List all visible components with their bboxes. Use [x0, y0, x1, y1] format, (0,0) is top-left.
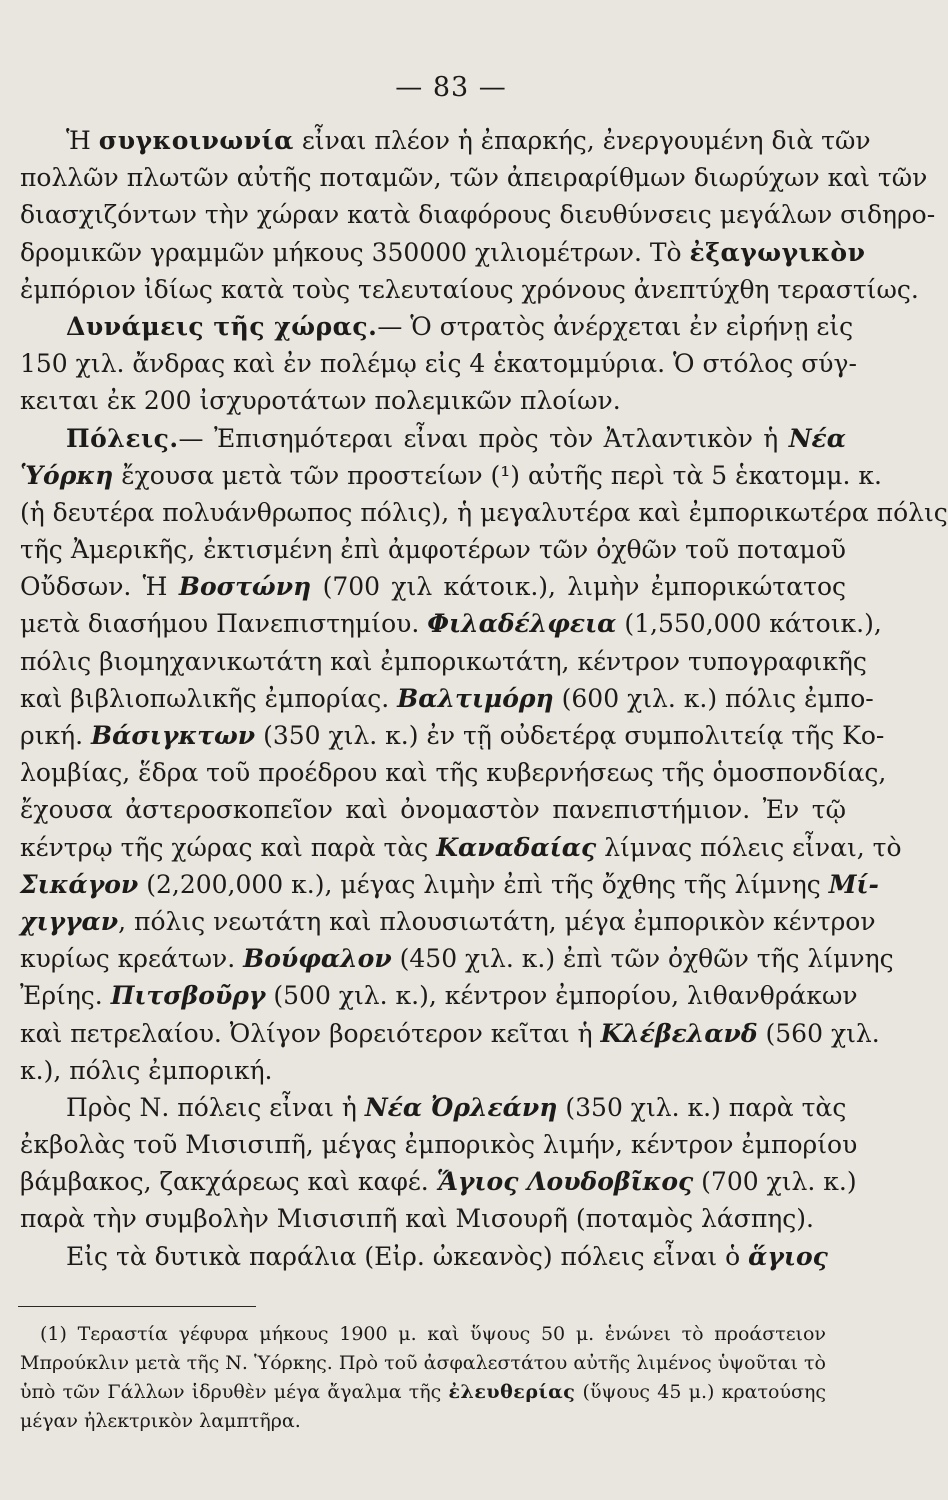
text-run: (700 χιλ. κ.)	[693, 1167, 857, 1197]
place-name: Νέα Ὀρλεάνη	[364, 1092, 558, 1122]
text-run: λομβίας, ἕδρα τοῦ προέδρου καὶ τῆς κυβερνήσεως τῆς ὁμοσπονδίας,	[20, 758, 887, 788]
place-name: Ἅγιος Λουδοβῖκος	[436, 1167, 694, 1197]
text-run: (700 χιλ κάτοικ.), λιμὴν ἐμπορικώτατος	[311, 572, 846, 602]
page-number: — 83 —	[395, 72, 507, 103]
text-run: (600 χιλ. κ.) πόλις ἐμπο-	[553, 683, 874, 713]
text-run: Εἰς τὰ δυτικὰ παράλια (Εἰρ. ὠκεανὸς) πόλεις εἶναι ὁ	[66, 1241, 749, 1271]
text-run: (560 χιλ.	[757, 1018, 880, 1048]
text-run: — Ὁ στρατὸς ἀνέρχεται ἐν εἰρήνῃ εἰς	[377, 311, 854, 341]
text-run: κέντρῳ τῆς χώρας καὶ παρὰ τὰς	[20, 832, 437, 862]
body-line	[20, 382, 846, 419]
text-run: μετὰ διασήμου Πανεπιστημίου.	[20, 609, 428, 639]
body-line	[20, 1126, 858, 1163]
body-line	[20, 1052, 846, 1089]
body-line	[20, 1200, 846, 1237]
text-run: ὑπὸ τῶν Γάλλων ἱδρυθὲν μέγα ἄγαλμα τῆς	[20, 1381, 449, 1403]
text-run: δρομικῶν γραμμῶν μήκους 350000 χιλιομέτρων. Τὸ	[20, 237, 690, 267]
body-line	[20, 903, 876, 940]
emphasis-heading: συγκοινωνία	[98, 126, 294, 155]
body-line	[20, 680, 874, 717]
text-run: (450 χιλ. κ.) ἐπὶ τῶν ὀχθῶν τῆς λίμνης	[391, 944, 894, 974]
text-run: παρὰ τὴν συμβολὴν Μισισιπῆ καὶ Μισουρῆ (ποταμὸς λάσπης).	[20, 1204, 814, 1234]
body-line	[20, 605, 882, 642]
body-line	[20, 420, 846, 457]
place-name: χιγγαν	[20, 906, 119, 936]
text-run: Ἡ	[66, 126, 99, 155]
place-name: Νέα	[788, 423, 846, 453]
text-run: λίμνας πόλεις εἶναι, τὸ	[596, 832, 902, 862]
text-run: κειται ἐκ 200 ἰσχυροτάτων πολεμικῶν πλοίων.	[20, 386, 621, 416]
body-line	[20, 1089, 846, 1126]
place-name: Κλέβελανδ	[600, 1018, 758, 1048]
text-run: καὶ βιβλιοπωλικῆς ἐμπορίας.	[20, 683, 398, 713]
text-run: (500 χιλ. κ.), κέντρον ἐμπορίου, λιθανθράκων	[265, 981, 858, 1011]
text-run: ἔχουσα ἀστεροσκοπεῖον καὶ ὀνομαστὸν πανεπιστήμιον. Ἐν τῷ	[20, 795, 846, 825]
footnote-line	[20, 1407, 826, 1436]
emphasis-heading: ἐξαγωγικὸν	[689, 237, 866, 267]
text-run: (350 χιλ. κ.) ἐν τῇ οὐδετέρᾳ συμπολιτείᾳ τῆς Κο-	[255, 721, 885, 750]
text-run: Οὔδσων. Ἡ	[20, 572, 179, 602]
text-run: (ἡ δευτέρα πολυάνθρωπος πόλις), ἡ μεγαλυτέρα καὶ ἐμπορικωτέρα πόλις	[20, 497, 948, 527]
body-line	[20, 271, 919, 308]
text-run: ἐμπόριον ἰδίως κατὰ τοὺς τελευταίους χρόνους ἀνεπτύχθη τεραστίως.	[20, 274, 919, 304]
body-line	[20, 234, 866, 271]
text-run: Πρὸς Ν. πόλεις εἶναι ἡ	[66, 1092, 365, 1122]
body-line	[20, 494, 948, 531]
text-run: Μπρούκλιν μετὰ τῆς Ν. Ὑόρκης. Πρὸ τοῦ ἀσφαλεστάτου αὐτῆς λιμένος ὑψοῦται τὸ	[20, 1352, 826, 1374]
body-line	[20, 977, 858, 1014]
text-run: Ἐρίης.	[20, 981, 111, 1011]
body-line	[20, 866, 879, 903]
place-name: Βοστώνη	[178, 572, 312, 602]
body-line	[20, 754, 887, 791]
text-run: καὶ πετρελαίου. Ὀλίγον βορειότερον κεῖται ἡ	[20, 1018, 601, 1048]
text-run: , πόλις νεωτάτη καὶ πλουσιωτάτη, μέγα ἐμπορικὸν κέντρον	[118, 906, 876, 936]
body-line	[20, 717, 885, 754]
text-run: βάμβακος, ζακχάρεως καὶ καφέ.	[20, 1167, 437, 1197]
text-run: τῆς Ἀμερικῆς, ἐκτισμένη ἐπὶ ἀμφοτέρων τῶν ὀχθῶν τοῦ ποταμοῦ	[20, 535, 846, 565]
footnote	[20, 1320, 826, 1436]
body-text	[20, 122, 948, 1275]
body-line	[20, 159, 928, 196]
body-line	[20, 1015, 880, 1052]
text-run: 150 χιλ. ἄνδρας καὶ ἐν πολέμῳ εἰς 4 ἑκατομμύρια. Ὁ στόλος σύγ-	[20, 349, 857, 379]
text-run: — Ἐπισημότεραι εἶναι πρὸς τὸν Ἀτλαντικὸν ἡ	[178, 423, 789, 453]
text-run: ρική.	[20, 721, 91, 750]
text-run: πόλις βιομηχανικωτάτη καὶ ἐμπορικωτάτη, κέντρον τυπογραφικῆς	[20, 646, 867, 676]
place-name: Βάσιγκτων	[91, 721, 256, 750]
place-name: Φιλαδέλφεια	[427, 609, 617, 639]
text-run: εἶναι πλέον ἡ ἐπαρκής, ἐνεργουμένη διὰ τῶν	[293, 126, 871, 155]
body-line	[20, 940, 894, 977]
place-name: Σικάγον	[20, 869, 139, 899]
body-line	[20, 308, 854, 345]
body-line	[20, 568, 846, 605]
body-line	[20, 643, 867, 680]
body-line	[20, 345, 857, 382]
text-run: (1,550,000 κάτοικ.),	[616, 609, 882, 639]
place-name: Ὑόρκη	[20, 460, 114, 490]
place-name: Μί-	[828, 869, 879, 899]
emphasis-heading: Δυνάμεις τῆς χώρας.	[66, 311, 378, 341]
emphasis-heading: Πόλεις.	[66, 423, 179, 453]
text-run: (2,200,000 κ.), μέγας λιμὴν ἐπὶ τῆς ὄχθης τῆς λίμνης	[138, 869, 829, 899]
place-name: Βούφαλον	[243, 944, 392, 974]
text-run: πολλῶν πλωτῶν αὐτῆς ποταμῶν, τῶν ἀπειραρίθμων διωρύχων καὶ τῶν	[20, 163, 928, 193]
body-line	[20, 1238, 846, 1275]
footnote-line	[20, 1320, 826, 1349]
text-run: ἐκβολὰς τοῦ Μισισιπῆ, μέγας ἐμπορικὸς λιμήν, κέντρον ἐμπορίου	[20, 1130, 858, 1160]
footnote-line	[20, 1378, 826, 1407]
body-line	[20, 531, 846, 568]
emphasis-heading: ἐλευθερίας	[448, 1381, 576, 1403]
body-line	[20, 122, 871, 159]
footnote-rule	[18, 1306, 256, 1307]
place-name: ἅγιος	[748, 1241, 828, 1271]
body-line	[20, 457, 882, 494]
place-name: Πιτσβοῦργ	[110, 981, 266, 1011]
place-name: Καναδαίας	[436, 832, 597, 862]
body-line	[20, 196, 936, 233]
text-run: μέγαν ἠλεκτρικὸν λαμπτῆρα.	[20, 1410, 301, 1432]
text-run: (1) Τεραστία γέφυρα μήκους 1900 μ. καὶ ὕψους 50 μ. ἑνώνει τὸ προάστειον	[40, 1323, 826, 1345]
text-run: διασχιζόντων τὴν χώραν κατὰ διαφόρους διευθύνσεις μεγάλων σιδηρο-	[20, 200, 936, 230]
body-line	[20, 1163, 857, 1200]
text-run: κυρίως κρεάτων.	[20, 944, 244, 974]
text-run: (ὕψους 45 μ.) κρατούσης	[575, 1381, 826, 1403]
text-run: κ.), πόλις ἐμπορική.	[20, 1055, 273, 1085]
body-line	[20, 829, 902, 866]
text-run: ἔχουσα μετὰ τῶν προστείων (¹) αὐτῆς περὶ τὰ 5 ἑκατομμ. κ.	[113, 460, 882, 490]
body-line	[20, 791, 846, 828]
text-run: (350 χιλ. κ.) παρὰ τὰς	[557, 1092, 847, 1122]
place-name: Βαλτιμόρη	[397, 683, 554, 713]
footnote-line	[20, 1349, 826, 1378]
